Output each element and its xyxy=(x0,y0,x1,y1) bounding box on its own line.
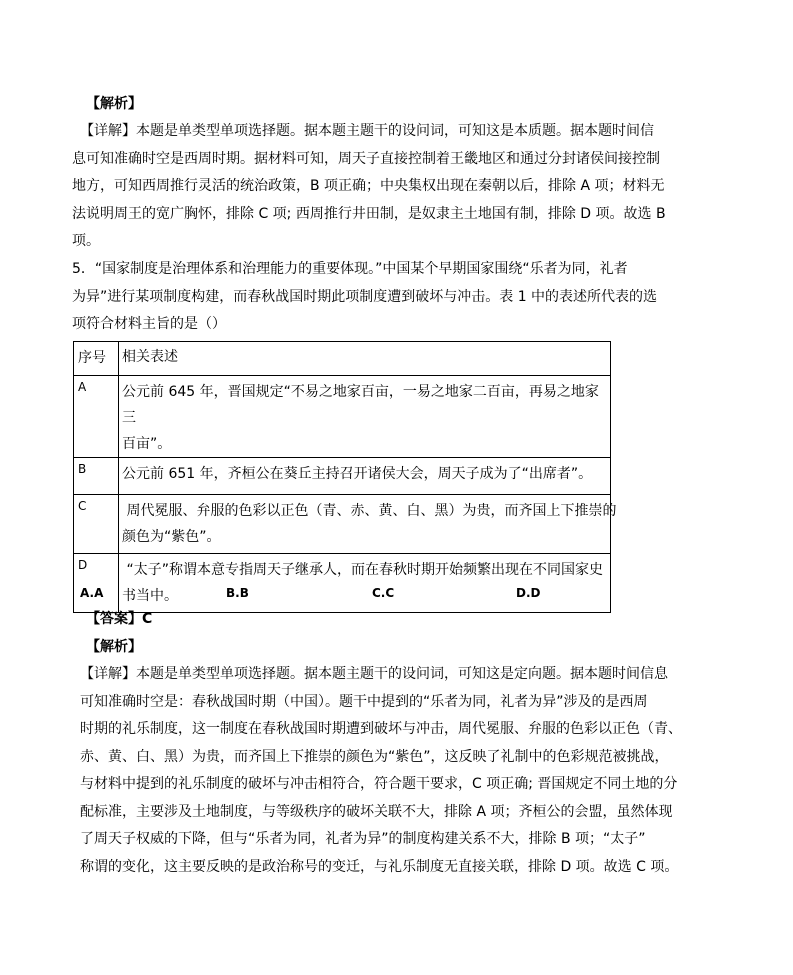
explanation-line-5: 项。 xyxy=(72,233,100,249)
question-line-1: 5．“国家制度是治理体系和治理能力的重要体现。”中国某个早期国家围绕“乐者为同，礼者 xyxy=(72,261,628,277)
row-key: B xyxy=(74,458,119,495)
analysis-label-1: 【解析】 xyxy=(86,96,142,112)
table-header-row xyxy=(74,342,611,376)
option-a[interactable]: A.A xyxy=(80,586,104,600)
row-text xyxy=(119,376,611,458)
row-text-line: 书当中。 xyxy=(122,588,178,604)
table-row xyxy=(74,495,611,554)
explanation-line-2: 息可知准确时空是西周时期。据材料可知，周天子直接控制着王畿地区和通过分封诸侯间接控制 xyxy=(72,151,660,167)
analysis-label-2: 【解析】 xyxy=(86,639,142,655)
row-text-line: “太子”称谓本意专指周天子继承人，而在春秋时期开始频繁出现在不同国家史 xyxy=(122,562,603,578)
row-key: C xyxy=(74,495,119,554)
explanation2-line-3: 时期的礼乐制度，这一制度在春秋战国时期遭到破坏与冲击，周代冕服、弁服的色彩以正色（青、 xyxy=(80,721,682,737)
explanation2-line-2: 可知准确时空是：春秋战国时期（中国）。题干中提到的“乐者为同，礼者为异”涉及的是西周 xyxy=(80,694,648,710)
question-line-3: 项符合材料主旨的是（） xyxy=(72,316,226,332)
option-d[interactable]: D.D xyxy=(516,586,541,600)
table-row xyxy=(74,554,611,613)
table-row xyxy=(74,376,611,458)
explanation-line-1: 【详解】本题是单类型单项选择题。据本题主题干的设问词，可知这是本质题。据本题时间信 xyxy=(80,123,654,139)
header-number: 序号 xyxy=(74,342,119,376)
row-text xyxy=(119,458,611,495)
question-table xyxy=(73,341,617,613)
question-line-2: 为异”进行某项制度构建，而春秋战国时期此项制度遭到破坏与冲击。表 1 中的表述所代表的选 xyxy=(72,289,658,305)
row-text xyxy=(119,554,611,613)
option-b[interactable]: B.B xyxy=(226,586,249,600)
row-text xyxy=(119,495,617,554)
explanation2-line-8: 称谓的变化，这主要反映的是政治称号的变迁，与礼乐制度无直接关联，排除 D 项。故选 C 项。 xyxy=(80,859,679,875)
answer-label: 【答案】C xyxy=(86,611,153,627)
explanation2-line-4: 赤、黄、白、黑）为贵，而齐国上下推崇的颜色为“紫色”，这反映了礼制中的色彩规范被挑战， xyxy=(80,749,669,765)
row-key: D xyxy=(74,554,119,613)
explanation2-line-7: 了周天子权威的下降，但与“乐者为同，礼者为异”的制度构建关系不大，排除 B 项；“太子” xyxy=(80,831,646,847)
row-text-line: 百亩”。 xyxy=(122,436,172,452)
option-c[interactable]: C.C xyxy=(372,586,395,600)
explanation2-line-6: 配标准，主要涉及土地制度，与等级秩序的破坏关联不大，排除 A 项；齐桓公的会盟，虽然体现 xyxy=(80,804,673,820)
explanation-line-4: 法说明周王的宽广胸怀，排除 C 项; 西周推行井田制，是奴隶主土地国有制，排除 D 项。故选 B xyxy=(72,206,666,222)
row-text-line: 颜色为“紫色”。 xyxy=(122,529,221,545)
row-key: A xyxy=(74,376,119,458)
explanation2-line-1: 【详解】本题是单类型单项选择题。据本题主题干的设问词，可知这是定向题。据本题时间信息 xyxy=(80,666,668,682)
row-text-line: 公元前 651 年，齐桓公在葵丘主持召开诸侯大会，周天子成为了“出席者”。 xyxy=(122,466,593,482)
table-row xyxy=(74,458,611,495)
explanation2-line-5: 与材料中提到的礼乐制度的破坏与冲击相符合，符合题干要求，C 项正确; 晋国规定不同土地的分 xyxy=(80,776,678,792)
header-description: 相关表述 xyxy=(119,342,611,376)
explanation-line-3: 地方，可知西周推行灵活的统治政策，B 项正确；中央集权出现在秦朝以后，排除 A 项；材料无 xyxy=(72,178,665,194)
row-text-line: 周代冕服、弁服的色彩以正色（青、赤、黄、白、黑）为贵，而齐国上下推崇的 xyxy=(122,503,617,519)
row-text-line: 公元前 645 年，晋国规定“不易之地家百亩，一易之地家二百亩，再易之地家三 xyxy=(122,384,599,426)
